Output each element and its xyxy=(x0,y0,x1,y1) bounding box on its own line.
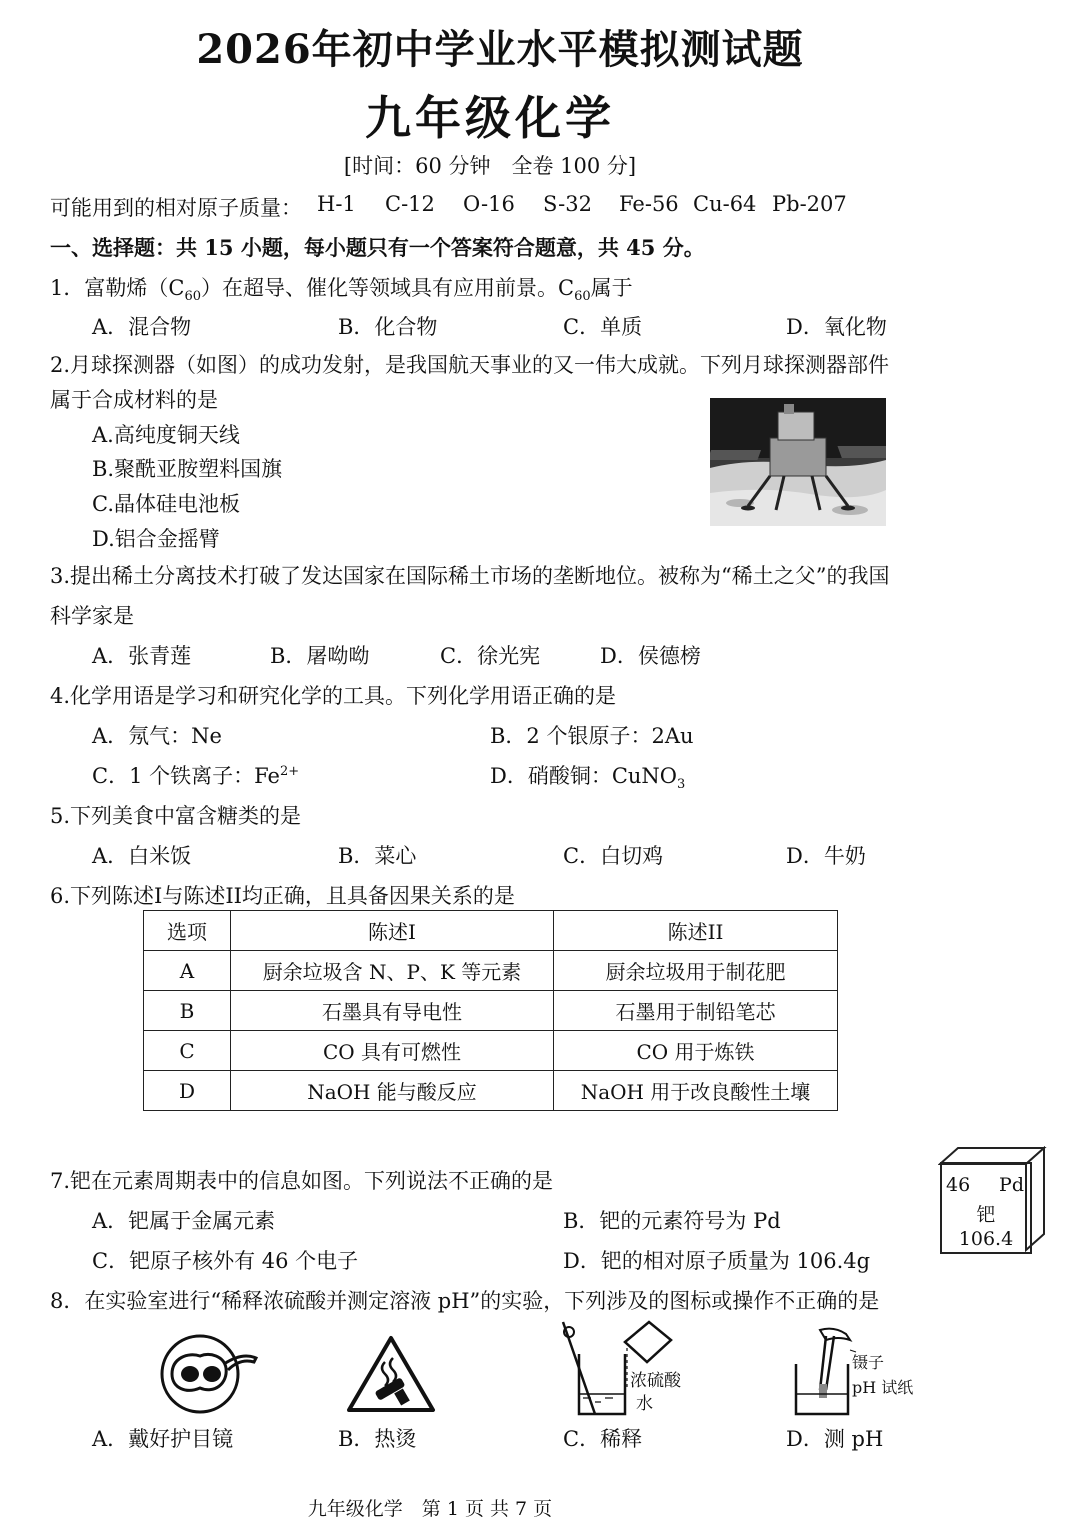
element-number: 46 xyxy=(946,1174,971,1196)
hot-warning-icon xyxy=(345,1334,437,1414)
table-cell: 石墨用于制铅笔芯 xyxy=(554,991,838,1031)
table-header: 陈述II xyxy=(554,911,838,951)
table-cell: CO 用于炼铁 xyxy=(554,1031,838,1071)
table-header-row xyxy=(144,911,838,951)
section1-heading: 一、选择题：共 15 小题，每小题只有一个答案符合题意，共 45 分。 xyxy=(50,235,705,260)
atomic-mass-h: H-1 xyxy=(317,192,356,216)
q5-option-c[interactable]: C．白切鸡 xyxy=(563,844,664,868)
q4-option-c-text: C．1 个铁离子：Fe xyxy=(92,764,280,788)
q1-option-c[interactable]: C．单质 xyxy=(563,315,643,339)
q4-option-b[interactable]: B．2 个银原子：2Au xyxy=(490,724,694,748)
q2-option-b[interactable]: B.聚酰亚胺塑料国旗 xyxy=(92,457,283,481)
q5-option-b[interactable]: B．菜心 xyxy=(338,844,417,868)
lunar-lander-image xyxy=(710,398,886,526)
q3-option-d[interactable]: D．侯德榜 xyxy=(600,644,701,668)
q1-text-a: 1．富勒烯（C xyxy=(50,276,185,300)
q1-text-c: 属于 xyxy=(590,276,633,300)
table-cell: NaOH 能与酸反应 xyxy=(231,1071,554,1111)
q3-line1: 3.提出稀土分离技术打破了发达国家在国际稀土市场的垄断地位。被称为“稀土之父”的我国 xyxy=(50,564,890,588)
element-symbol: Pd xyxy=(999,1174,1024,1196)
q4-option-a[interactable]: A．氖气：Ne xyxy=(92,724,222,748)
subject-title: 九年级化学 xyxy=(365,91,615,145)
table-cell: B xyxy=(144,991,231,1031)
q7-option-a[interactable]: A．钯属于金属元素 xyxy=(92,1209,276,1233)
q2-line1: 2.月球探测器（如图）的成功发射，是我国航天事业的又一伟大成就。下列月球探测器部件 xyxy=(50,353,890,377)
q5-option-a[interactable]: A．白米饭 xyxy=(92,844,192,868)
atomic-mass-label: 可能用到的相对原子质量： xyxy=(50,196,302,220)
q4-option-c[interactable] xyxy=(92,760,299,790)
exam-title: 2026年初中学业水平模拟测试题 xyxy=(196,26,804,73)
q1-option-d[interactable]: D．氧化物 xyxy=(786,315,887,339)
q6-table xyxy=(143,910,838,1111)
ph-test-diagram xyxy=(790,1320,860,1418)
goggles-icon xyxy=(158,1332,260,1414)
q6-text: 6.下列陈述I与陈述II均正确，且具备因果关系的是 xyxy=(50,884,515,908)
q3-option-a[interactable]: A．张青莲 xyxy=(92,644,192,668)
table-cell: 石墨具有导电性 xyxy=(231,991,554,1031)
atomic-mass-pb: Pb-207 xyxy=(772,192,847,216)
q4-option-d-text: D．硝酸铜：CuNO xyxy=(490,764,678,788)
tweezers-label: 镊子 xyxy=(852,1353,885,1372)
q7-option-b[interactable]: B．钯的元素符号为 Pd xyxy=(563,1209,781,1233)
q2-line2: 属于合成材料的是 xyxy=(50,388,218,412)
atomic-mass-o: O-16 xyxy=(463,192,515,216)
q1-sub1: 60 xyxy=(184,289,201,305)
q8-option-c[interactable]: C．稀释 xyxy=(563,1427,643,1451)
table-header: 陈述I xyxy=(231,911,554,951)
q3-line2: 科学家是 xyxy=(50,604,134,628)
table-cell: A xyxy=(144,951,231,991)
q7-option-d[interactable]: D．钯的相对原子质量为 106.4g xyxy=(563,1249,871,1273)
table-cell: CO 具有可燃性 xyxy=(231,1031,554,1071)
q8-option-a[interactable]: A．戴好护目镜 xyxy=(92,1427,234,1451)
q4-text: 4.化学用语是学习和研究化学的工具。下列化学用语正确的是 xyxy=(50,684,617,708)
q2-option-c[interactable]: C.晶体硅电池板 xyxy=(92,492,240,516)
table-cell: 厨余垃圾含 N、P、K 等元素 xyxy=(231,951,554,991)
ph-paper-label: pH 试纸 xyxy=(852,1378,914,1397)
q4-option-d-sub: 3 xyxy=(677,777,686,793)
q1-sub2: 60 xyxy=(574,289,591,305)
q1-option-b[interactable]: B．化合物 xyxy=(338,315,438,339)
element-tile-palladium xyxy=(940,1162,1032,1254)
q7-option-c[interactable]: C．钯原子核外有 46 个电子 xyxy=(92,1249,359,1273)
table-header: 选项 xyxy=(144,911,231,951)
q2-option-d[interactable]: D.铝合金摇臂 xyxy=(92,527,220,551)
table-cell: NaOH 用于改良酸性土壤 xyxy=(554,1071,838,1111)
q5-text: 5.下列美食中富含糖类的是 xyxy=(50,804,302,828)
q1-option-a[interactable]: A．混合物 xyxy=(92,315,192,339)
atomic-mass-cu: Cu-64 xyxy=(693,192,757,216)
table-cell: C xyxy=(144,1031,231,1071)
time-info: [时间：60 分钟 全卷 100 分] xyxy=(343,154,637,178)
water-label: 水 xyxy=(636,1394,653,1414)
atomic-mass-line xyxy=(50,192,302,222)
q7-text: 7.钯在元素周期表中的信息如图。下列说法不正确的是 xyxy=(50,1169,554,1193)
q8-option-b[interactable]: B．热烫 xyxy=(338,1427,417,1451)
question-1 xyxy=(50,272,633,304)
table-row[interactable] xyxy=(144,991,838,1031)
q1-text-b: ）在超导、催化等领域具有应用前景。C xyxy=(200,276,575,300)
q3-option-b[interactable]: B．屠呦呦 xyxy=(270,644,370,668)
atomic-mass-c: C-12 xyxy=(385,192,435,216)
table-cell: D xyxy=(144,1071,231,1111)
q4-option-d[interactable] xyxy=(490,760,685,792)
q3-option-c[interactable]: C．徐光宪 xyxy=(440,644,541,668)
acid-label: 浓硫酸 xyxy=(630,1371,681,1391)
table-row[interactable] xyxy=(144,1071,838,1111)
table-cell: 厨余垃圾用于制花肥 xyxy=(554,951,838,991)
q8-option-d[interactable]: D．测 pH xyxy=(786,1427,884,1451)
q2-option-a[interactable]: A.高纯度铜天线 xyxy=(92,423,240,447)
q8-text: 8．在实验室进行“稀释浓硫酸并测定溶液 pH”的实验，下列涉及的图标或操作不正确的是 xyxy=(50,1289,880,1313)
q5-option-d[interactable]: D．牛奶 xyxy=(786,844,866,868)
page-footer: 九年级化学 第 1 页 共 7 页 xyxy=(307,1498,553,1520)
table-row[interactable] xyxy=(144,951,838,991)
element-name: 钯 xyxy=(976,1204,996,1226)
element-mass: 106.4 xyxy=(958,1228,1014,1250)
atomic-mass-fe: Fe-56 xyxy=(619,192,679,216)
table-row[interactable] xyxy=(144,1031,838,1071)
atomic-mass-s: S-32 xyxy=(543,192,592,216)
q4-option-c-sup: 2+ xyxy=(279,764,300,779)
